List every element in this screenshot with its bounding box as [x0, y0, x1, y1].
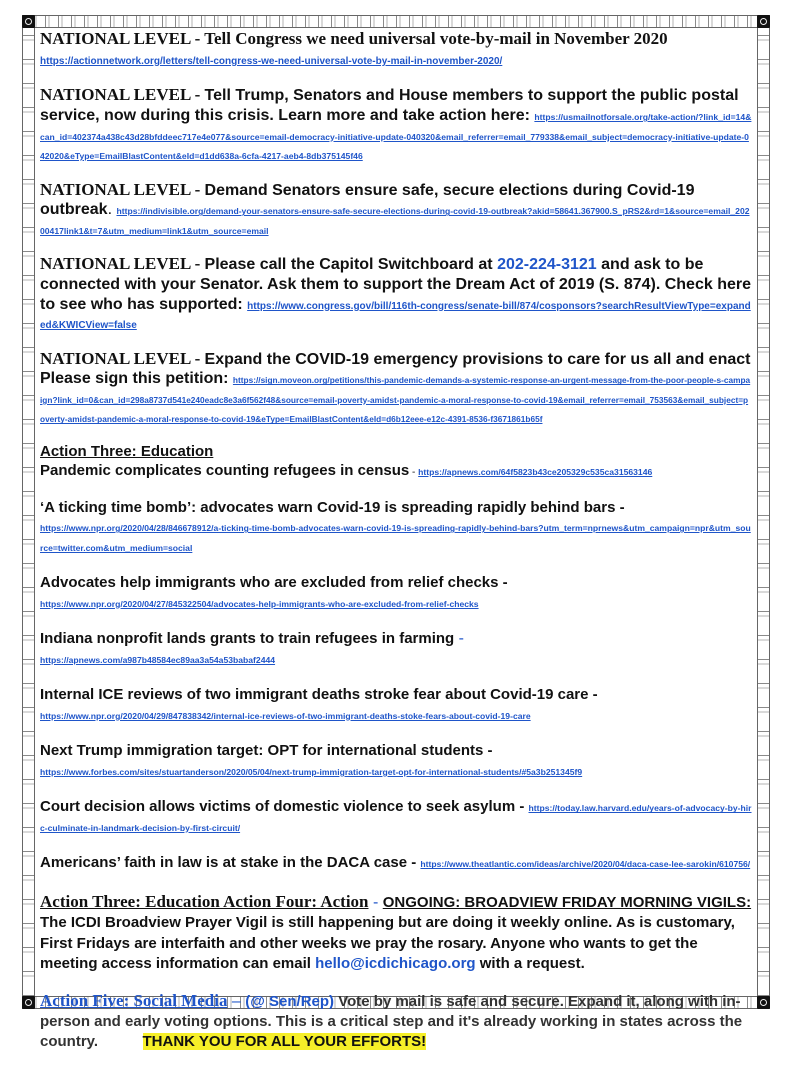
news-title: Internal ICE reviews of two immigrant deaths stroke fear about Covid-19 care	[40, 686, 589, 704]
level-prefix: NATIONAL LEVEL -	[40, 348, 205, 368]
news-link[interactable]: https://www.npr.org/2020/04/28/846678912/a-ticking-time-bomb-advocates-warn-covid-19-is-spreading-rapidly-behind-bars?utm_term=nprnews&utm_campaign=npr&utm_source=twitter.com&utm_medium=social	[40, 523, 751, 553]
newsletter-body	[40, 29, 752, 1067]
national-item	[40, 349, 752, 428]
news-link[interactable]: https://apnews.com/64f5823b43ce205329c535ca31563146	[418, 467, 653, 478]
level-prefix: NATIONAL LEVEL -	[40, 254, 205, 274]
item-text: Tell Congress we need universal vote-by-mail in November 2020	[204, 29, 668, 48]
separator: -	[368, 893, 383, 911]
corner-ornament	[757, 15, 770, 28]
news-link[interactable]: https://www.forbes.com/sites/stuartanderson/2020/05/04/next-trump-immigration-target-opt-for-international-students/#5a3b251345f9	[40, 766, 583, 777]
vigil-text: The ICDI Broadview Prayer Vigil is still happening but are doing it weekly online. As is customary, First Fridays are interfaith and other weeks we pray the rosary. Anyone who wants to get the meeting access information can email	[40, 914, 735, 973]
section-header: Action Three: Education	[40, 442, 214, 460]
social-handle: (@ Sen/Rep)	[245, 992, 335, 1010]
separator: -	[498, 574, 508, 592]
item-link[interactable]: https://www.congress.gov/bill/116th-congress/senate-bill/874/cosponsors?searchResultViewType=expanded&KWICView=false	[40, 300, 751, 332]
news-link[interactable]: https://apnews.com/a987b48584ec89aa3a54a53babaf2444	[40, 654, 276, 665]
news-link[interactable]: https://www.npr.org/2020/04/27/845322504/advocates-help-immigrants-who-are-excluded-from-relief-checks	[40, 598, 479, 609]
separator: -	[407, 854, 421, 872]
national-item	[40, 254, 752, 333]
news-link[interactable]: https://today.law.harvard.edu/years-of-advocacy-by-hirc-culminate-in-landmark-decision-by-first-circuit/	[40, 803, 752, 833]
national-item: NATIONAL LEVEL - Demand Senators ensure safe, secure elections during Covid-19 outbreak. https://indivisible.org/demand-your-senators-ensure-safe-secure-elections-during-covid-19-outbreak?akid=58641.367900.S_pRS2&rd=1&source=email_20200417link1&t=7&utm_medium=link1&utm_source=email	[40, 179, 750, 236]
item-text: Please call the Capitol Switchboard at	[204, 256, 498, 274]
news-link[interactable]: https://www.theatlantic.com/ideas/archive/2020/04/daca-case-lee-sarokin/610756/	[420, 859, 751, 870]
level-prefix: NATIONAL LEVEL -	[40, 85, 205, 105]
separator: -	[588, 686, 598, 704]
corner-ornament	[22, 15, 35, 28]
news-title: Advocates help immigrants who are excluded from relief checks	[40, 574, 499, 592]
action-four-section	[40, 891, 752, 975]
separator: –	[227, 992, 246, 1010]
national-item	[40, 29, 752, 69]
email-link[interactable]: hello@icdichicago.org	[315, 955, 476, 973]
separator: -	[454, 630, 464, 648]
news-item	[40, 629, 752, 668]
level-prefix: NATIONAL LEVEL -	[40, 179, 205, 199]
item-text: Tell Trump, Senators and House members to support the public postal service, now during this crisis. Learn more and take action here:	[40, 87, 739, 124]
item-link[interactable]: https://actionnetwork.org/letters/tell-congress-we-need-universal-vote-by-mail-in-november-2020/	[40, 55, 503, 67]
phone-number: 202-224-3121	[497, 256, 597, 274]
news-link[interactable]: https://www.npr.org/2020/04/29/847838342/internal-ice-reviews-of-two-immigrant-deaths-stoke-fears-about-covid-19-care	[40, 710, 531, 721]
news-item	[40, 853, 752, 873]
separator: -	[515, 798, 529, 816]
separator: -	[483, 742, 493, 760]
news-title: Next Trump immigration target: OPT for international students	[40, 742, 484, 760]
news-title: Court decision allows victims of domestic violence to seek asylum	[40, 798, 516, 816]
item-text: Demand Senators ensure safe, secure elections during Covid-19 outbreak	[40, 181, 695, 219]
action-five-section	[40, 990, 752, 1052]
left-border	[22, 15, 35, 1009]
news-title: Pandemic complicates counting refugees in census	[40, 462, 410, 480]
news-item	[40, 498, 752, 557]
education-section	[40, 443, 752, 481]
item-link[interactable]: https://indivisible.org/demand-your-senators-ensure-safe-secure-elections-during-covid-19-outbreak?akid=58641.367900.S_pRS2&rd=1&source=email_20200417link1&t=7&utm_medium=link1&utm_source=email	[40, 206, 750, 236]
news-title: Indiana nonprofit lands grants to train refugees in farming	[40, 630, 455, 648]
vigil-text-end: with a request.	[475, 955, 585, 973]
social-text: Vote by mail is safe and secure. Expand it, along with in-person and early voting options. This is a critical step and it's already working in states across the country.	[40, 992, 743, 1050]
item-text: and ask to be connected with your Senator. Ask them to support the Dream Act of 2019 (S. 874). Check here to see who has supported:	[40, 256, 751, 313]
separator: -	[409, 467, 419, 479]
top-border	[22, 15, 770, 28]
news-item	[40, 741, 752, 780]
item-link[interactable]: https://sign.moveon.org/petitions/this-pandemic-demands-a-systemic-response-an-urgent-message-from-the-poor-people-s-campaign?link_id=0&can_id=298a8737d541e240eadc8e3a6f562f48&source=email-poverty-amidst-pandemic-a-moral-response-to-covid-19&email_referrer=email_753563&email_subject=poverty-amidst-pandemic-a-moral-response-to-covid-19&eType=EmailBlastContent&eId=d6b12eee-e12c-4391-8536-f3671861b65f	[40, 375, 751, 425]
corner-ornament	[757, 996, 770, 1009]
news-item	[40, 685, 752, 724]
thank-you-banner: THANK YOU FOR ALL YOUR EFFORTS!	[142, 1032, 427, 1050]
separator: -	[615, 498, 625, 516]
national-item	[40, 85, 752, 164]
item-link[interactable]: https://usmailnotforsale.org/take-action/?link_id=14&can_id=402374a438c43d28bfddeec717e4e077&source=email-democracy-initiative-update-040320&email_referrer=email_779338&email_subject=democracy-initiative-update-042020&eType=EmailBlastContent&eId=d1dd638a-6cfa-4217-aeb4-8db375145f46	[40, 111, 752, 162]
right-border	[757, 15, 770, 1009]
news-title: Americans’ faith in law is at stake in the DACA case	[40, 854, 408, 872]
section-header: Action Five: Social Media	[40, 990, 228, 1010]
news-title: ‘A ticking time bomb’: advocates warn Covid-19 is spreading rapidly behind bars	[40, 498, 616, 516]
level-prefix: NATIONAL LEVEL -	[40, 29, 205, 48]
item-text: Expand the COVID-19 emergency provisions to care for us all and enact Please sign this petition:	[40, 350, 751, 388]
vigil-title: ONGOING: BROADVIEW FRIDAY MORNING VIGILS:	[382, 893, 752, 911]
news-item	[40, 573, 752, 612]
corner-ornament	[22, 996, 35, 1009]
news-item	[40, 797, 752, 836]
section-header: Action Three: Education Action Four: Action	[40, 891, 369, 911]
